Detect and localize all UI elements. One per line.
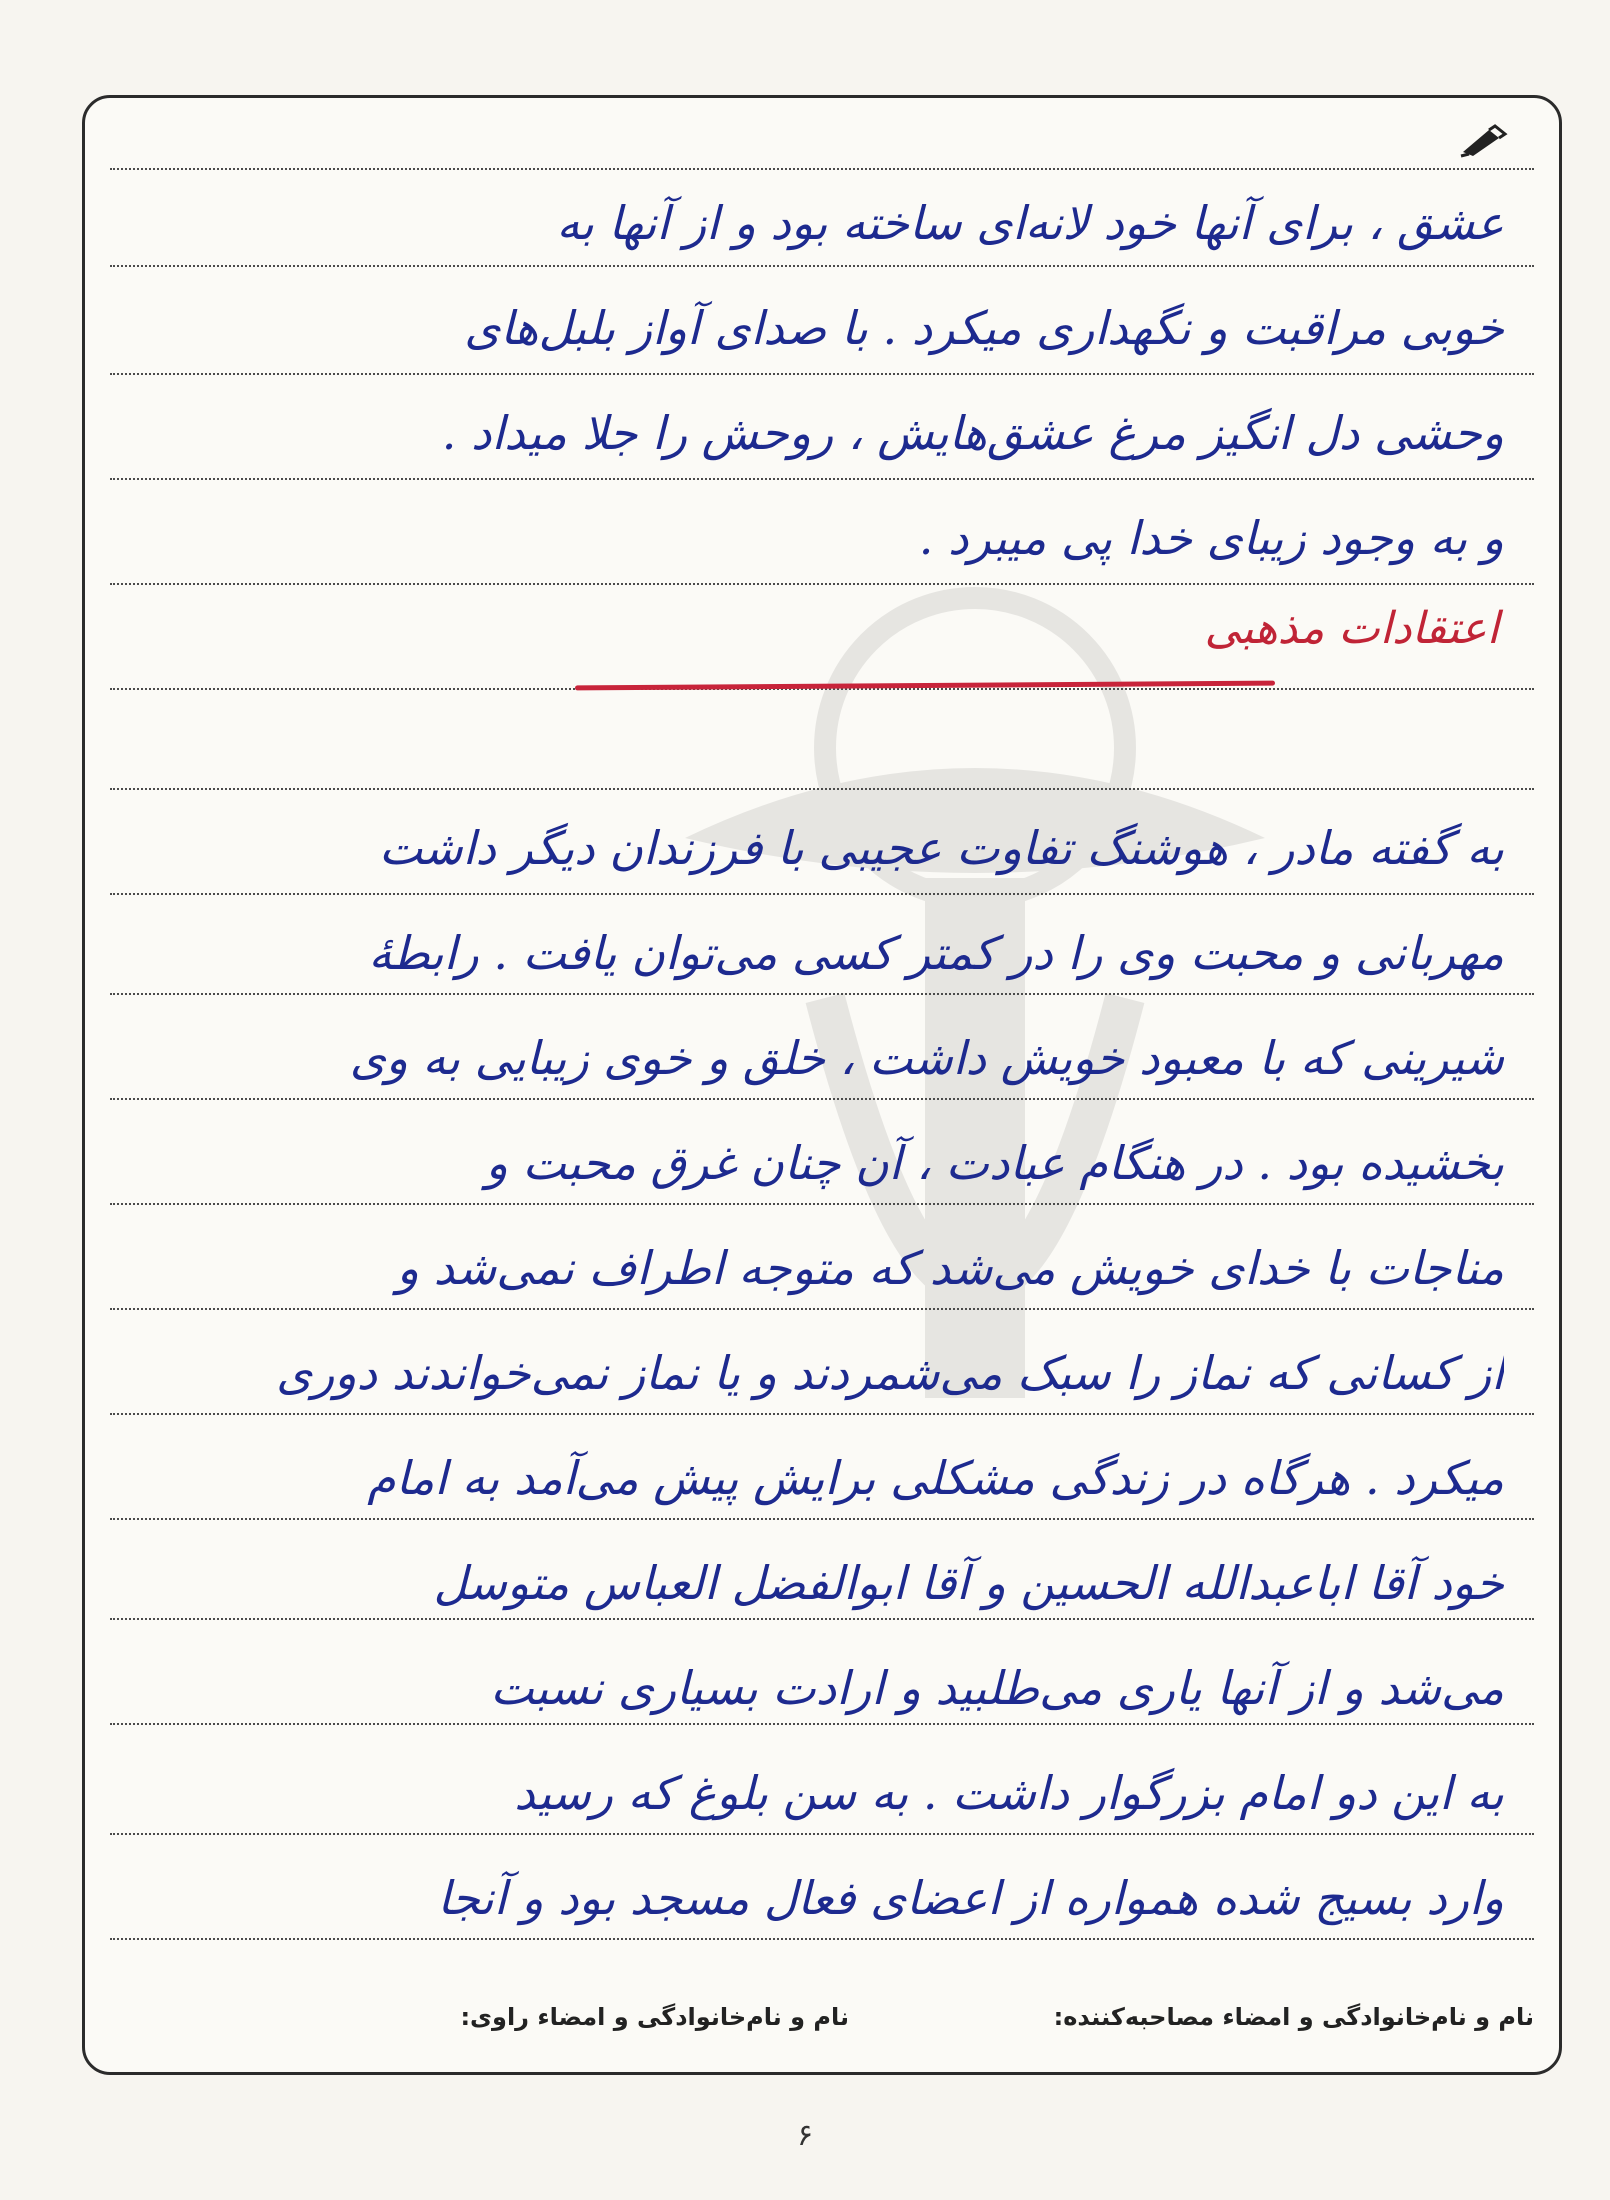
handwritten-line: میکرد . هرگاه در زندگی مشکلی برایش پیش می‌آمد به امام [367,1451,1504,1505]
handwritten-line: و به وجود زیبای خدا پی میبرد . [918,511,1504,565]
ruled-line [110,1518,1534,1520]
handwritten-line: خوبی مراقبت و نگهداری میکرد . با صدای آواز بلبل‌های [464,301,1504,355]
ruled-line [110,1723,1534,1725]
ruled-line [110,893,1534,895]
ruled-line [110,373,1534,375]
ruled-line [110,168,1534,170]
handwritten-line: شیرینی که با معبود خویش داشت ، خلق و خوی زیبایی به وی [349,1031,1504,1085]
ruled-line [110,993,1534,995]
handwritten-line: وارد بسیج شده همواره از اعضای فعال مسجد بود و آنجا [437,1871,1504,1925]
interviewer-signature-label: نام و نام‌خانوادگی و امضاء مصاحبه‌کننده: [1053,2003,1534,2031]
handwritten-line: خود آقا اباعبدالله الحسین و آقا ابوالفضل العباس متوسل [433,1556,1504,1610]
ruled-line [110,1413,1534,1415]
ruled-line [110,1308,1534,1310]
ruled-line [110,1938,1534,1940]
handwritten-line: وحشی دل انگیز مرغ عشق‌هایش ، روحش را جلا میداد . [441,406,1504,460]
page-number: ۶ [796,2118,814,2153]
ruled-line [110,478,1534,480]
handwritten-line: از کسانی که نماز را سبک می‌شمردند و یا نماز نمی‌خواندند دوری [276,1346,1504,1400]
handwritten-line: به گفته مادر ، هوشنگ تفاوت عجیبی با فرزندان دیگر داشت [378,821,1504,875]
writing-pen-icon [1459,124,1509,158]
handwritten-line: مناجات با خدای خویش می‌شد که متوجه اطراف نمی‌شد و [396,1241,1504,1295]
ruled-line [110,583,1534,585]
ruled-line [110,1618,1534,1620]
page-frame [82,95,1562,2075]
handwritten-line: عشق ، برای آنها خود لانه‌ای ساخته بود و از آنها به [556,196,1504,250]
handwritten-line: به این دو امام بزرگوار داشت . به سن بلوغ که رسید [514,1766,1504,1820]
handwritten-line: می‌شد و از آنها یاری می‌طلبید و ارادت بسیاری نسبت [490,1661,1504,1715]
watermark-emblem-icon [625,578,1325,1678]
section-heading: اعتقادات مذهبی [1204,603,1499,654]
ruled-line [110,1833,1534,1835]
ruled-line [110,265,1534,267]
handwritten-line: بخشیده بود . در هنگام عبادت ، آن چنان غرق محبت و [485,1136,1504,1190]
narrator-signature-label: نام و نام‌خانوادگی و امضاء راوی: [460,2003,849,2031]
ruled-line [110,1203,1534,1205]
ruled-line [110,788,1534,790]
handwritten-line: مهربانی و محبت وی را در کمتر کسی می‌توان یافت . رابطهٔ [368,926,1504,980]
ruled-line [110,1098,1534,1100]
